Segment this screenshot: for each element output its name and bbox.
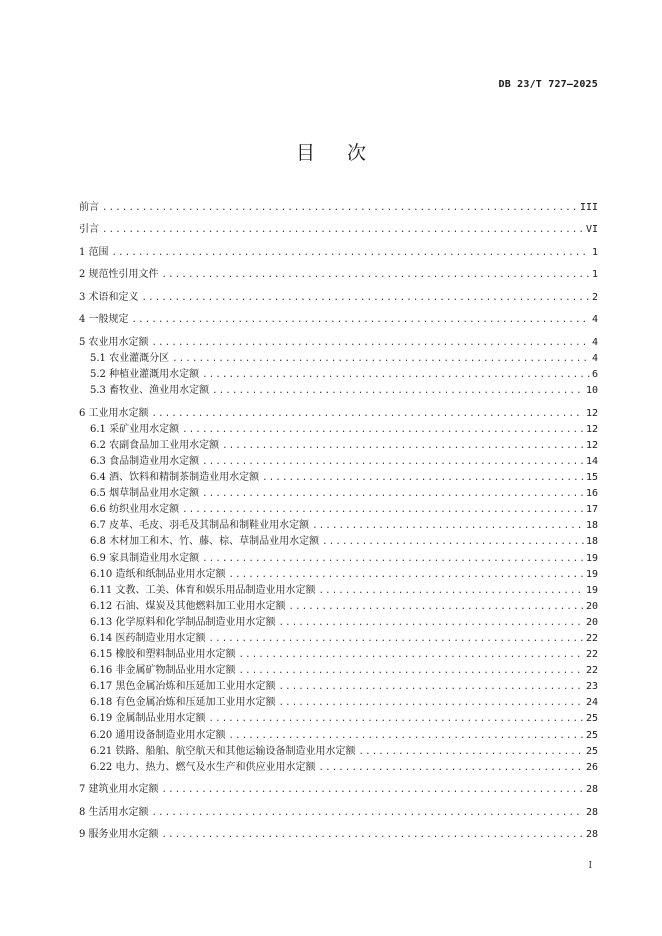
toc-entry[interactable] <box>79 599 598 615</box>
toc-entry-page: 23 <box>585 681 598 693</box>
toc-entry-page: 14 <box>585 455 598 467</box>
toc-entry-label: 6.2 农副食品加工业用水定额 <box>90 439 220 451</box>
toc-entry[interactable] <box>79 422 598 438</box>
toc-entry[interactable] <box>79 470 598 486</box>
toc-entry-label: 6.3 食品制造业用水定额 <box>90 455 200 467</box>
toc-entry-page: 6 <box>591 369 598 381</box>
toc-dot-leader <box>152 406 584 422</box>
toc-entry-page: 19 <box>585 552 598 564</box>
toc-entry-page: 2 <box>591 291 598 303</box>
toc-entry-label: 6.15 橡胶和塑料制品业用水定额 <box>90 649 236 661</box>
toc-entry-page: 22 <box>585 665 598 677</box>
toc-entry-label: 6.21 铁路、船舶、航空航天和其他运输设备制造业用水定额 <box>90 745 356 757</box>
toc-dot-leader <box>202 367 590 383</box>
toc-dot-leader <box>318 583 584 599</box>
toc-entry-page: III <box>579 202 598 213</box>
toc-entry-label: 4 一般规定 <box>79 314 129 326</box>
toc-entry[interactable] <box>79 312 598 328</box>
toc-dot-leader <box>238 663 584 679</box>
toc-dot-leader <box>182 422 584 438</box>
toc-entry[interactable] <box>79 728 598 744</box>
toc-entry-page: 19 <box>585 584 598 596</box>
toc-entry[interactable] <box>79 760 598 776</box>
toc-entry[interactable] <box>79 222 598 238</box>
toc-entry[interactable] <box>79 711 598 727</box>
toc-entry-page: 18 <box>585 520 598 532</box>
toc-entry-label: 6 工业用水定额 <box>79 407 149 419</box>
toc-entry[interactable] <box>79 663 598 679</box>
toc-entry-label: 6.4 酒、饮料和精制茶制造业用水定额 <box>90 472 260 484</box>
toc-dot-leader <box>278 695 584 711</box>
toc-dot-leader <box>162 827 584 843</box>
toc-dot-leader <box>142 290 590 306</box>
toc-entry-label: 6.1 采矿业用水定额 <box>90 423 180 435</box>
toc-entry-label: 6.6 纺织业用水定额 <box>90 504 180 516</box>
toc-entry-page: 28 <box>585 784 598 796</box>
toc-dot-leader <box>102 222 584 238</box>
page-title: 目次 <box>295 142 398 164</box>
toc-entry[interactable] <box>79 290 598 306</box>
toc-entry-page: 28 <box>585 806 598 818</box>
toc-dot-leader <box>112 245 590 261</box>
toc-entry[interactable] <box>79 679 598 695</box>
toc-entry-page: 25 <box>585 745 598 757</box>
toc-entry-page: 12 <box>585 439 598 451</box>
toc-dot-leader <box>278 679 584 695</box>
toc-entry-page: 25 <box>585 713 598 725</box>
document-code: DB 23/T 727—2025 <box>498 79 598 90</box>
toc-entry-label: 6.19 金属制品业用水定额 <box>90 713 206 725</box>
toc-entry[interactable] <box>79 486 598 502</box>
toc-entry[interactable] <box>79 631 598 647</box>
toc-entry[interactable] <box>79 805 598 821</box>
toc-entry-label: 8 生活用水定额 <box>79 806 149 818</box>
toc-entry-page: 10 <box>585 385 598 397</box>
toc-dot-leader <box>208 711 584 727</box>
toc-entry-label: 6.20 通用设备制造业用水定额 <box>90 729 226 741</box>
toc-dot-leader <box>152 805 584 821</box>
toc-entry-label: 6.7 皮革、毛皮、羽毛及其制品和制鞋业用水定额 <box>90 520 310 532</box>
toc-entry[interactable] <box>79 518 598 534</box>
toc-dot-leader <box>322 534 584 550</box>
toc-dot-leader <box>222 438 584 454</box>
toc-entry-label: 7 建筑业用水定额 <box>79 784 159 796</box>
toc-entry[interactable] <box>79 744 598 760</box>
toc-entry-page: 28 <box>585 829 598 841</box>
toc-dot-leader <box>318 760 584 776</box>
toc-entry[interactable] <box>79 351 598 367</box>
toc-entry-page: 22 <box>585 632 598 644</box>
toc-entry-label: 1 范围 <box>79 246 109 258</box>
toc-dot-leader <box>162 782 584 798</box>
toc-entry-label: 6.9 家具制造业用水定额 <box>90 552 200 564</box>
toc-entry-label: 6.16 非金属矿物制品业用水定额 <box>90 665 236 677</box>
toc-entry-label: 3 术语和定义 <box>79 291 139 303</box>
toc-dot-leader <box>172 351 590 367</box>
toc-entry[interactable] <box>79 534 598 550</box>
toc-entry[interactable] <box>79 454 598 470</box>
toc-dot-leader <box>312 518 584 534</box>
toc-entry[interactable] <box>79 383 598 399</box>
toc-entry[interactable] <box>79 782 598 798</box>
toc-entry-page: 1 <box>591 246 598 258</box>
toc-dot-leader <box>288 599 584 615</box>
toc-entry-page: 19 <box>585 568 598 580</box>
toc-entry-label: 6.14 医药制造业用水定额 <box>90 632 206 644</box>
toc-entry-label: 2 规范性引用文件 <box>79 269 159 281</box>
toc-entry-label: 6.11 文教、工美、体育和娱乐用品制造业用水定额 <box>90 584 316 596</box>
toc-entry-label: 5.3 畜牧业、渔业用水定额 <box>90 385 210 397</box>
toc-entry-label: 6.22 电力、热力、燃气及水生产和供应业用水定额 <box>90 761 316 773</box>
toc-entry-page: 24 <box>585 697 598 709</box>
toc-dot-leader <box>228 567 584 583</box>
toc-dot-leader <box>132 312 590 328</box>
toc-entry-page: 1 <box>591 269 598 281</box>
toc-entry[interactable] <box>79 583 598 599</box>
toc-entry[interactable] <box>79 200 598 216</box>
toc-entry-page: 4 <box>591 314 598 326</box>
toc-entry-page: 12 <box>585 423 598 435</box>
toc-entry-page: 18 <box>585 536 598 548</box>
toc-entry-page: 15 <box>585 472 598 484</box>
toc-entry[interactable] <box>79 335 598 351</box>
toc-entry[interactable] <box>79 615 598 631</box>
toc-dot-leader <box>102 200 578 216</box>
toc-dot-leader <box>278 615 584 631</box>
toc-entry-label: 9 服务业用水定额 <box>79 829 159 841</box>
toc-dot-leader <box>182 502 584 518</box>
toc-dot-leader <box>212 383 584 399</box>
toc-entry-page: 20 <box>585 600 598 612</box>
toc-entry-page: 4 <box>591 353 598 364</box>
toc-entry-page: 12 <box>585 407 598 419</box>
toc-entry[interactable] <box>79 406 598 422</box>
toc-entry-label: 5.1 农业灌溉分区 <box>90 353 170 364</box>
toc-entry[interactable] <box>79 367 598 383</box>
toc-dot-leader <box>202 454 584 470</box>
toc-entry[interactable] <box>79 567 598 583</box>
toc-entry[interactable] <box>79 267 598 283</box>
toc-entry-label: 6.10 造纸和纸制品业用水定额 <box>90 568 226 580</box>
toc-dot-leader <box>358 744 584 760</box>
toc-entry-label: 6.12 石油、煤炭及其他燃料加工业用水定额 <box>90 600 286 612</box>
toc-entry-label: 6.5 烟草制品业用水定额 <box>90 488 200 500</box>
toc-entry[interactable] <box>79 502 598 518</box>
toc-entry[interactable] <box>79 695 598 711</box>
toc-entry-page: 20 <box>585 616 598 628</box>
toc-dot-leader <box>208 631 584 647</box>
toc-entry[interactable] <box>79 551 598 567</box>
toc-entry[interactable] <box>79 245 598 261</box>
toc-dot-leader <box>228 728 584 744</box>
toc-dot-leader <box>202 486 584 502</box>
table-of-contents <box>79 200 598 843</box>
toc-entry-label: 引言 <box>79 224 99 236</box>
toc-entry-page: 25 <box>585 729 598 741</box>
toc-entry-label: 5 农业用水定额 <box>79 336 149 348</box>
toc-dot-leader <box>152 335 590 351</box>
toc-entry-page: 4 <box>591 336 598 348</box>
toc-dot-leader <box>162 267 590 283</box>
toc-entry-page: 17 <box>585 504 598 516</box>
toc-entry-page: 26 <box>585 761 598 773</box>
toc-entry[interactable] <box>79 647 598 663</box>
toc-entry-label: 6.13 化学原料和化学制品制造业用水定额 <box>90 616 276 628</box>
toc-entry-page: 16 <box>585 488 598 500</box>
toc-dot-leader <box>238 647 584 663</box>
toc-entry-label: 5.2 种植业灌溉用水定额 <box>90 369 200 381</box>
toc-entry-label: 6.17 黑色金属冶炼和压延加工业用水定额 <box>90 681 276 693</box>
toc-dot-leader <box>262 470 584 486</box>
toc-entry-label: 前言 <box>79 202 99 213</box>
toc-entry-label: 6.8 木材加工和木、竹、藤、棕、草制品业用水定额 <box>90 536 320 548</box>
toc-entry-page: 22 <box>585 649 598 661</box>
toc-dot-leader <box>202 551 584 567</box>
toc-entry[interactable] <box>79 827 598 843</box>
toc-entry-page: VI <box>585 224 598 236</box>
toc-entry-label: 6.18 有色金属冶炼和压延加工业用水定额 <box>90 697 276 709</box>
page-number: I <box>588 861 592 871</box>
toc-entry[interactable] <box>79 438 598 454</box>
